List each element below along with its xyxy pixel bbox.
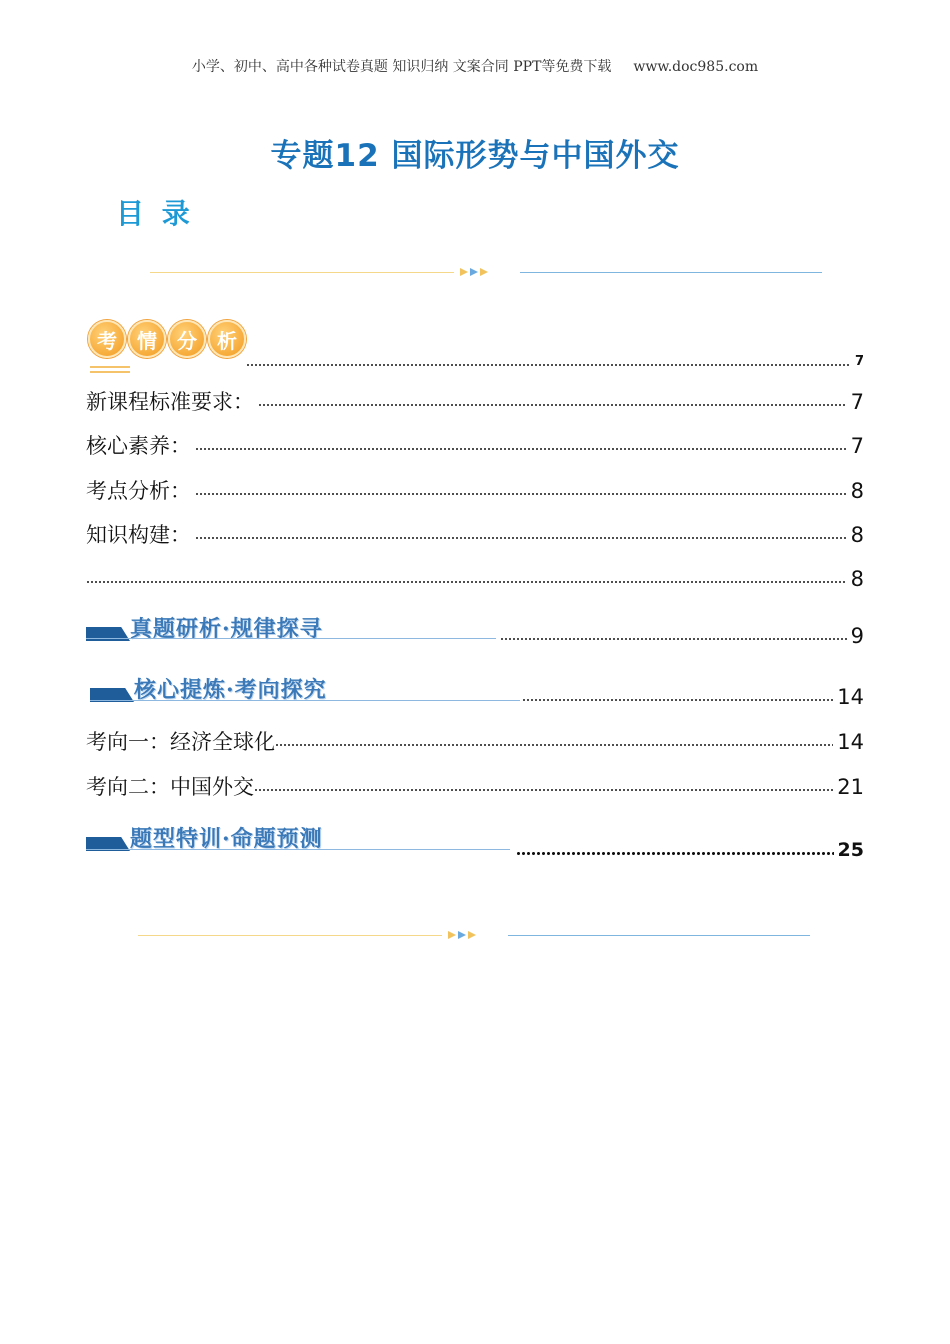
badge-underline [90,366,130,376]
banner-underline [86,849,510,850]
leader-dots [516,848,834,858]
leader-dots [195,489,847,499]
toc-row[interactable] [86,521,864,549]
toc-page-number: 14 [837,730,864,754]
leader-dots [86,577,847,587]
toc-label: 新课程标准要求： [86,390,254,414]
toc-row[interactable] [86,477,864,505]
leader-dots [195,533,847,543]
banner-label: 核心提炼·考向探究 [134,677,327,703]
toc-row[interactable] [86,388,864,416]
toc-row[interactable] [86,728,864,756]
toc-row[interactable] [522,683,864,711]
toc-row[interactable] [516,836,864,864]
bottom-divider-arrows-icon [448,931,476,939]
toc-row[interactable] [86,773,864,801]
top-divider-right [520,272,822,273]
badge-char: 情 [128,320,166,358]
toc-label: 考点分析： [86,479,191,503]
toc-page-number: 7 [850,434,864,458]
toc-page-number: 14 [837,685,864,709]
leader-dots [246,360,851,370]
leader-dots [195,444,847,454]
toc-row[interactable] [500,622,864,650]
header-site-link[interactable]: www.doc985.com [633,59,759,75]
leader-dots [275,740,833,750]
badge-char: 分 [168,320,206,358]
page-header [0,56,950,76]
badge-exam-analysis[interactable] [88,320,246,358]
badge-char: 考 [88,320,126,358]
toc-label: 考向二：中国外交 [86,775,254,799]
banner-label: 真题研析·规律探寻 [130,616,323,642]
toc-page-number: 25 [837,839,864,861]
toc-page-number: 7 [854,354,864,369]
toc-page-number: 21 [837,775,864,799]
leader-dots [500,634,847,644]
toc-label: 知识构建： [86,523,191,547]
toc-page-number: 8 [850,523,864,547]
leader-dots [254,785,833,795]
toc-label: 核心素养： [86,434,191,458]
toc-label: 考向一：经济全球化 [86,730,275,754]
toc-page-number: 8 [850,567,864,591]
toc-row[interactable] [86,432,864,460]
badge-char: 析 [208,320,246,358]
leader-dots [522,695,833,705]
top-divider-arrows-icon [460,268,488,276]
toc-page-number: 7 [850,390,864,414]
toc-heading: 目 录 [116,197,194,230]
toc-page-number: 9 [850,624,864,648]
bottom-divider-left [138,935,442,936]
header-text: 小学、初中、高中各种试卷真题 知识归纳 文案合同 PPT等免费下载 [191,59,612,75]
page-title: 专题12 国际形势与中国外交 [270,138,680,174]
toc-row-badge[interactable] [242,348,864,376]
banner-label: 题型特训·命题预测 [130,826,323,852]
top-divider-left [150,272,454,273]
bottom-divider-right [508,935,810,936]
toc-page-number: 8 [850,479,864,503]
leader-dots [258,400,847,410]
banner-underline [86,638,496,639]
toc-row[interactable] [86,565,864,593]
banner-underline [90,700,520,701]
